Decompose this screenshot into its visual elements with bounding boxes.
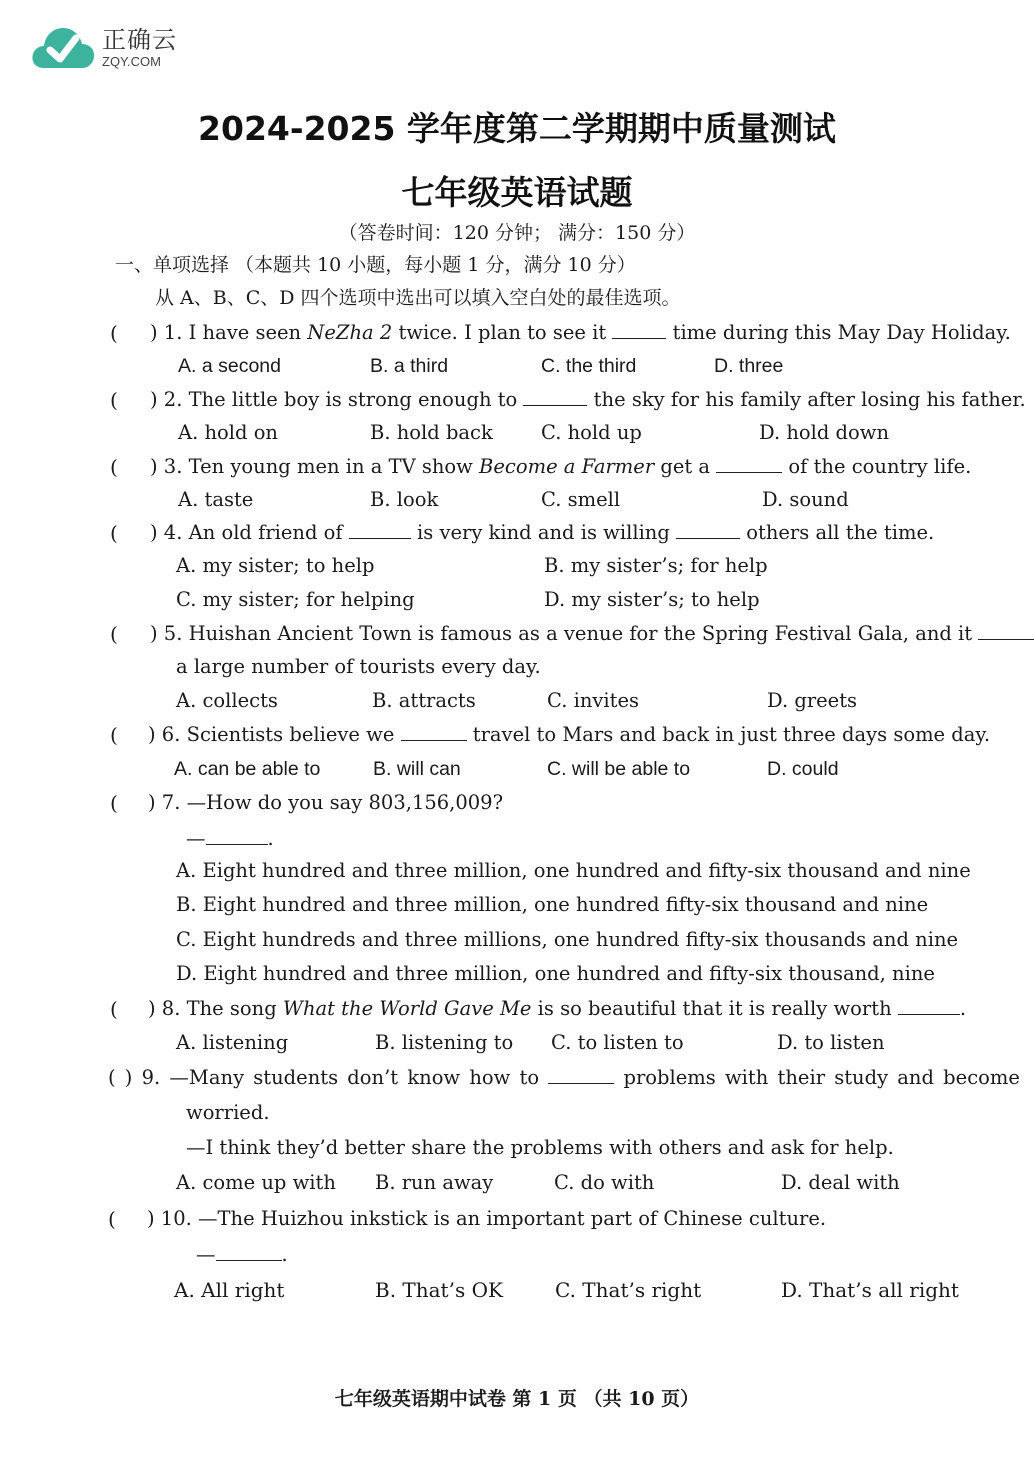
q6-option-b: B. will can	[373, 758, 461, 780]
q7-option-b: B. Eight hundred and three million, one hundred fifty-six thousand and nine	[176, 893, 929, 916]
blank	[401, 722, 467, 741]
q3-option-c: C. smell	[541, 488, 621, 511]
brand-logo	[30, 22, 177, 74]
question-2: ) 2. The little boy is strong enough to the sky for his family after losing his father.	[150, 388, 1026, 411]
answer-paren-8: (	[110, 997, 118, 1021]
answer-paren-2: (	[110, 388, 118, 412]
cloud-check-icon	[30, 22, 96, 74]
q1-option-b: B. a third	[370, 355, 449, 377]
q8-option-c: C. to listen to	[551, 1031, 684, 1054]
q1-option-d: D. three	[714, 355, 784, 377]
q2-option-a: A. hold on	[178, 421, 278, 444]
blank	[676, 520, 740, 539]
brand-domain: ZQY.COM	[102, 54, 161, 69]
q9-option-a: A. come up with	[176, 1171, 336, 1194]
q2-option-b: B. hold back	[370, 421, 493, 444]
q6-option-d: D. could	[767, 758, 839, 780]
q8-option-b: B. listening to	[375, 1031, 514, 1054]
q4-option-b: B. my sister’s; for help	[544, 554, 768, 577]
q9-option-b: B. run away	[375, 1171, 494, 1194]
q10-option-c: C. That’s right	[555, 1278, 702, 1302]
q8-option-d: D. to listen	[777, 1031, 885, 1054]
q9-option-d: D. deal with	[781, 1171, 900, 1194]
blank	[206, 826, 268, 845]
q9-option-c: C. do with	[554, 1171, 655, 1194]
question-5: ) 5. Huishan Ancient Town is famous as a venue for the Spring Festival Gala, and it	[150, 621, 1034, 647]
q1-option-c: C. the third	[541, 355, 637, 377]
question-1: ) 1. I have seen NeZha 2 twice. I plan to see it time during this May Day Holiday.	[150, 321, 1011, 344]
blank	[548, 1065, 614, 1084]
q3-option-a: A. taste	[178, 488, 254, 511]
question-9: ( ) 9. —Many students don’t know how to problems with their study and become	[108, 1066, 1020, 1089]
q5-option-a: A. collects	[176, 689, 278, 712]
blank	[978, 621, 1034, 640]
exam-title: 2024-2025 学年度第二学期期中质量测试	[198, 109, 836, 148]
answer-paren-7: (	[110, 791, 118, 815]
question-8: ) 8. The song What the World Gave Me is so beautiful that it is really worth .	[148, 997, 967, 1020]
question-9-line2: worried.	[186, 1101, 270, 1124]
question-10-answer-line: — .	[196, 1243, 288, 1266]
q2-option-d: D. hold down	[759, 421, 890, 444]
q5-option-b: B. attracts	[372, 689, 476, 712]
q7-option-a: A. Eight hundred and three million, one hundred and fifty-six thousand and nine	[176, 859, 971, 882]
answer-paren-4: (	[110, 521, 118, 545]
exam-meta: （答卷时间：120 分钟； 满分：150 分）	[338, 222, 696, 244]
q2-option-c: C. hold up	[541, 421, 642, 444]
question-7-answer-line: — .	[186, 827, 274, 850]
q7-option-d: D. Eight hundred and three million, one hundred and fifty-six thousand, nine	[176, 962, 935, 985]
question-9-line3: —I think they’d better share the problems with others and ask for help.	[186, 1136, 894, 1159]
answer-paren-3: (	[110, 455, 118, 479]
answer-paren-1: (	[110, 321, 118, 345]
q10-option-d: D. That’s all right	[781, 1278, 959, 1302]
q7-option-c: C. Eight hundreds and three millions, one hundred fifty-six thousands and nine	[176, 928, 959, 951]
section-instruction: 从 A、B、C、D 四个选项中选出可以填入空白处的最佳选项。	[155, 287, 681, 309]
q6-option-a: A. can be able to	[174, 758, 321, 780]
answer-paren-10: (	[108, 1207, 116, 1231]
q8-option-a: A. listening	[176, 1031, 289, 1054]
question-6: ) 6. Scientists believe we travel to Mars and back in just three days some day.	[148, 723, 991, 746]
blank	[716, 454, 782, 473]
q4-option-d: D. my sister’s; to help	[544, 588, 760, 611]
question-4: ) 4. An old friend of is very kind and is willing others all the time.	[150, 521, 935, 544]
section-heading: 一、单项选择 （本题共 10 小题，每小题 1 分，满分 10 分）	[115, 254, 636, 276]
answer-paren-6: (	[110, 723, 118, 747]
page-footer: 七年级英语期中试卷 第 1 页 （共 10 页）	[334, 1388, 700, 1410]
question-7: ) 7. —How do you say 803,156,009?	[148, 791, 504, 814]
blank	[216, 1242, 282, 1261]
exam-subject-title: 七年级英语试题	[401, 173, 633, 212]
blank	[612, 320, 666, 339]
q6-option-c: C. will be able to	[547, 758, 691, 780]
answer-paren-5: (	[110, 622, 118, 646]
brand-name: 正确云	[102, 26, 177, 54]
q1-option-a: A. a second	[178, 355, 281, 377]
question-10: ) 10. —The Huizhou inkstick is an important part of Chinese culture.	[147, 1207, 827, 1230]
question-3: ) 3. Ten young men in a TV show Become a Farmer get a of the country life.	[150, 455, 972, 478]
question-5-line2: a large number of tourists every day.	[176, 655, 541, 678]
blank	[349, 520, 411, 539]
q3-option-d: D. sound	[762, 488, 849, 511]
blank	[523, 387, 587, 406]
q4-option-c: C. my sister; for helping	[176, 588, 415, 611]
blank	[898, 996, 960, 1015]
q3-option-b: B. look	[370, 488, 439, 511]
q10-option-b: B. That’s OK	[375, 1278, 503, 1302]
q4-option-a: A. my sister; to help	[176, 554, 375, 577]
q5-option-d: D. greets	[767, 689, 858, 712]
q10-option-a: A. All right	[174, 1278, 285, 1302]
q5-option-c: C. invites	[547, 689, 640, 712]
